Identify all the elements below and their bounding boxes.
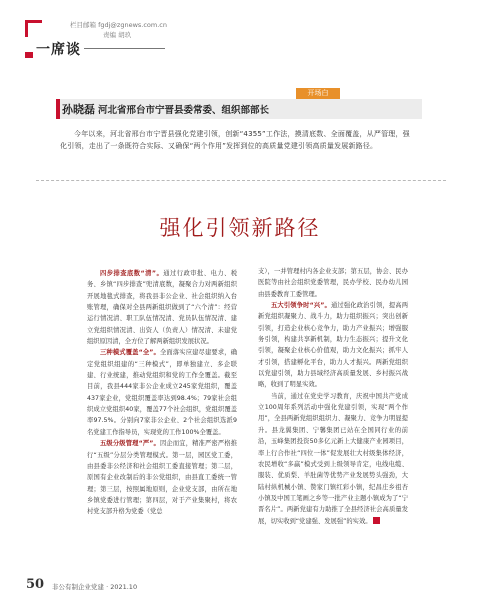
paragraph-text: 通过行政审批、电力、税务、乡镇“四步排查”兜清底数，凝聚合力对两新组织开展地毯式排查，将我县非公企业、社会组织纳入台账管理，确保对全县两新组织做到了“六个清”：经营运行情况清、职工队伍情况清、党员队伍情况清、建立党组织情况清、出资人（负责人）情况清、未建党组织原因清，全方位了解两新组织发展状况。: [87, 270, 238, 346]
section-tag: 开场白: [296, 88, 340, 99]
article-title: 强化引领新路径: [159, 216, 321, 240]
paragraph-heading: 四步排查底数“清”。: [100, 270, 164, 277]
paragraph: [87, 268, 237, 347]
column-email: 栏目邮箱 fgdj@zgnews.com.cn: [70, 21, 167, 29]
paragraph: [258, 300, 408, 391]
paragraph-text: 全面落实应建尽建要求，确定党组织组建的“三种模式”，即单独建立、多企联建、行业统建，推动党组织和党的工作全覆盖。截至目前，我县444家非公企业成立245家党组织，覆盖437家企业，党组织覆盖率达到98.4%；79家社会组织成立党组织40家，覆盖77个社会组织，党组织覆盖率97.5%。分别向7家非公企业、2个社会组织选派9名党建工作指导员，实现党的工作100%全覆盖。: [87, 349, 238, 436]
end-mark: [373, 517, 380, 524]
responsible-editor: 责编 胡玖: [103, 31, 132, 39]
left-column: [87, 268, 237, 518]
author-name: 孙晓磊: [62, 103, 95, 116]
paragraph: [258, 266, 408, 300]
corner-decoration: [25, 20, 42, 37]
page-number: 50: [26, 577, 45, 592]
paragraph-text: 通过强化政治引领，提高两新党组织凝聚力、战斗力，助力组织振兴；突出创新引领，打造企业核心竞争力，助力产业振兴；增强服务引领，构建共享新机制，助力生态振兴；提升文化引领，凝聚企业核心价值观，助力文化振兴；抓牢人才引领，搭建孵化平台，助力人才振兴。两新党组织以党建引领，助力县域经济高质量发展、乡村振兴战略，收到了明显实效。: [258, 302, 409, 389]
right-column: [258, 266, 408, 527]
paragraph-text: 支），一并管理村内各企业支部；第五层，协会、民办医院等由社会组织党委管理，民办学校、民办幼儿园由县委教育工委管理。: [258, 268, 408, 298]
paragraph-text: 因企而宜，精准严密严格推行“五级”分层分类管理模式。第一层，园区党工委，由县委非公经济和社会组织工委直接管理；第二层，原国有企业改制后的非公党组织，由县直工委统一管理；第三层，按照属地原则，企业党支部，由所在地乡镇党委进行管理；第四层，对于产业集聚村，将农村党支部升格为党委（党总: [87, 440, 238, 516]
intro-paragraph: 今年以来，河北省邢台市宁晋县强化党建引领，创新“4355”工作法，摸清底数、全面覆盖，从严管理，强化引领，走出了一条既符合实际、又确保“两个作用”发挥到位的高质量党建引领高质量发展新路径。: [60, 130, 410, 150]
paragraph: [87, 347, 237, 438]
paragraph-heading: 五级分级管理“严”。: [100, 440, 160, 448]
paragraph: [87, 438, 237, 517]
paragraph-heading: 五大引领争时“兴”。: [271, 302, 331, 310]
author-title: 河北省邢台市宁晋县委常委、组织部部长: [98, 105, 270, 116]
paragraph-text: 当前，通过在党史学习教育，庆祝中国共产党成立100周年系列活动中强化党建引领，实现“两个作用”，全县两新党组织组织力、凝聚力、竞争力明显提升。县龙翼集团、宁馨集团已站在全国同行业的前沿，玉峰集团投资50多亿元新上大健康产业园项目，率上行合作社“四位一体”促发展壮大村级集体经济，农民增收“多赢”模式受到上级领导肯定，电线电缆、服装、优质梨、羊肚菌等优势产业发展势头强劲，大陆村纵机械小镇、赞家门镇红彩小镇，纪昌庄乡祖杏小镇及中国工笔画之乡等一批产业主题小镇成为了“宁晋名片”。两新党建有力助推了全县经济社会高质量发展，切实收到“党建强、发展强”的实效。: [258, 392, 408, 525]
paragraph: [258, 391, 408, 527]
journal-name: 非公有制企业党建 · 2021.10: [52, 583, 138, 591]
dashed-divider: [36, 180, 446, 181]
paragraph-heading: 三种模式覆盖“全”。: [100, 349, 160, 357]
column-name: 一席谈: [33, 39, 84, 59]
